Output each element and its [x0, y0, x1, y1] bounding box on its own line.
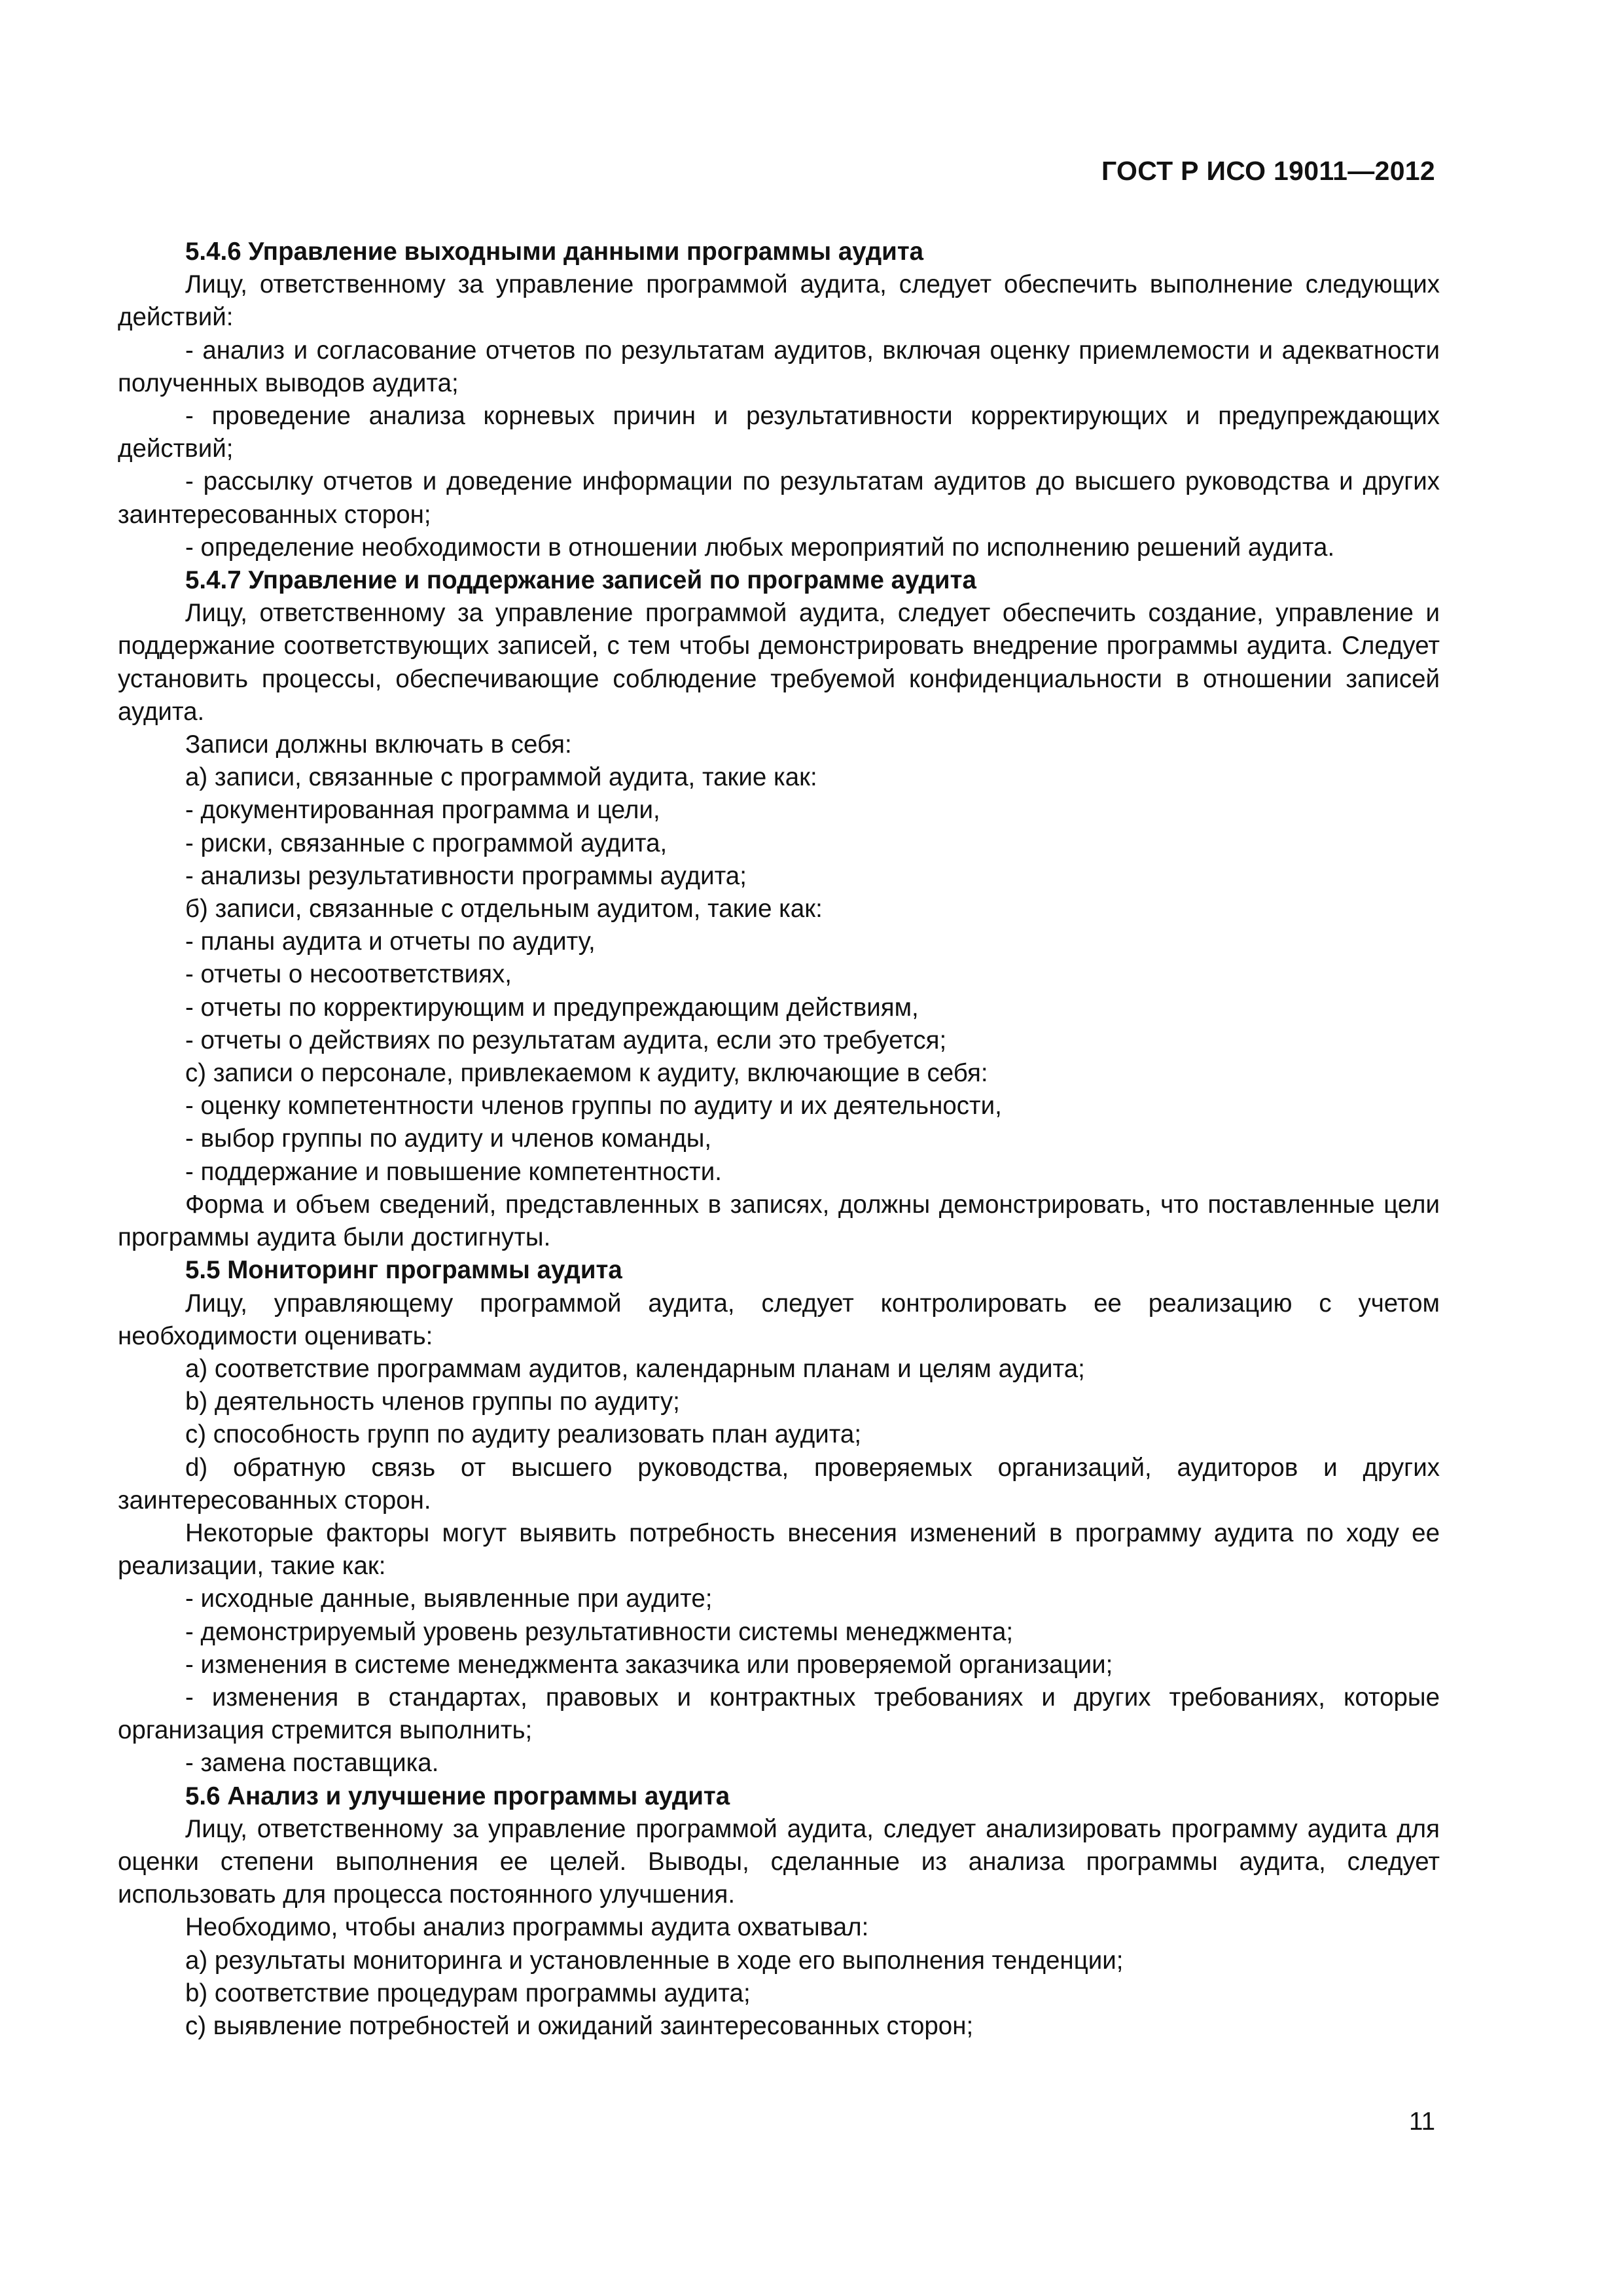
list-item: - замена поставщика. [185, 1749, 439, 1778]
paragraph: Лицу, ответственному за управление программой аудита, следует анализировать программу аудита для оценки степени выполнения ее целей. Выводы, сделанные из анализа программы аудита, следует использовать для процесса постоянного улучшения. [118, 1814, 1440, 1909]
list-item: - анализ и согласование отчетов по результатам аудитов, включая оценку приемлемости и адекватности полученных выводов аудита; [118, 336, 1440, 397]
paragraph: Необходимо, чтобы анализ программы аудита охватывал: [185, 1913, 869, 1942]
paragraph: Лицу, ответственному за управление программой аудита, следует обеспечить создание, управление и поддержание соответствующих записей, с тем чтобы демонстрировать внедрение программы аудита. Следует установить процессы, обеспечивающие соблюдение требуемой конфиденциальности в отношении записей аудита. [118, 599, 1440, 726]
page-number: 11 [1409, 2108, 1435, 2136]
section-heading: 5.5 Мониторинг программы аудита [185, 1256, 622, 1285]
list-item: а) записи, связанные с программой аудита, такие как: [185, 763, 817, 792]
list-item: б) записи, связанные с отдельным аудитом, такие как: [185, 895, 823, 924]
list-item: a) соответствие программам аудитов, календарным планам и целям аудита; [185, 1354, 1085, 1383]
list-item: - рассылку отчетов и доведение информации по результатам аудитов до высшего руководства и других заинтересованных сторон; [118, 467, 1440, 529]
list-item: - отчеты о действиях по результатам аудита, если это требуется; [185, 1026, 947, 1054]
list-item: - изменения в системе менеджмента заказчика или проверяемой организации; [185, 1650, 1113, 1679]
list-item: - выбор группы по аудиту и членов команды, [185, 1124, 712, 1153]
list-item: - планы аудита и отчеты по аудиту, [185, 927, 596, 956]
paragraph: Лицу, ответственному за управление программой аудита, следует обеспечить выполнение следующих действий: [118, 270, 1440, 332]
list-item: - демонстрируемый уровень результативности системы менеджмента; [185, 1617, 1014, 1646]
list-item: b) соответствие процедурам программы аудита; [185, 1979, 751, 2007]
list-item: - оценку компетентности членов группы по аудиту и их деятельности, [185, 1092, 1002, 1121]
paragraph: Записи должны включать в себя: [185, 730, 572, 759]
list-item: c) способность групп по аудиту реализовать план аудита; [185, 1420, 862, 1449]
paragraph: Лицу, управляющему программой аудита, следует контролировать ее реализацию с учетом необходимости оценивать: [118, 1289, 1440, 1350]
list-item: - поддержание и повышение компетентности. [185, 1157, 722, 1186]
section-heading: 5.6 Анализ и улучшение программы аудита [185, 1782, 730, 1810]
list-item: b) деятельность членов группы по аудиту; [185, 1388, 680, 1416]
list-item: - определение необходимости в отношении любых мероприятий по исполнению решений аудита. [185, 533, 1335, 562]
list-item: - отчеты по корректирующим и предупреждающим действиям, [185, 993, 919, 1022]
list-item: - изменения в стандартах, правовых и контрактных требованиях и других требованиях, которые организация стремится выполнить; [118, 1683, 1440, 1745]
list-item: - проведение анализа корневых причин и результативности корректирующих и предупреждающих действий; [118, 402, 1440, 463]
list-item: - риски, связанные с программой аудита, [185, 829, 668, 857]
list-item: - анализы результативности программы аудита; [185, 861, 747, 890]
list-item: d) обратную связь от высшего руководства, проверяемых организаций, аудиторов и других заинтересованных сторон. [118, 1453, 1440, 1515]
list-item: c) выявление потребностей и ожиданий заинтересованных сторон; [185, 2011, 974, 2040]
document-code: ГОСТ Р ИСО 19011—2012 [1101, 156, 1435, 186]
section-heading: 5.4.6 Управление выходными данными программы аудита [185, 238, 924, 266]
list-item: - исходные данные, выявленные при аудите; [185, 1585, 713, 1613]
list-item: - документированная программа и цели, [185, 796, 660, 825]
list-item: - отчеты о несоответствиях, [185, 960, 512, 989]
list-item: a) результаты мониторинга и установленные в ходе его выполнения тенденции; [185, 1946, 1124, 1975]
paragraph: Некоторые факторы могут выявить потребность внесения изменений в программу аудита по ходу ее реализации, такие как: [118, 1518, 1440, 1581]
paragraph: Форма и объем сведений, представленных в записях, должны демонстрировать, что поставленные цели программы аудита были достигнуты. [118, 1190, 1440, 1252]
list-item: с) записи о персонале, привлекаемом к аудиту, включающие в себя: [185, 1059, 988, 1088]
document-body [118, 236, 1440, 2043]
section-heading: 5.4.7 Управление и поддержание записей по программе аудита [185, 566, 976, 595]
